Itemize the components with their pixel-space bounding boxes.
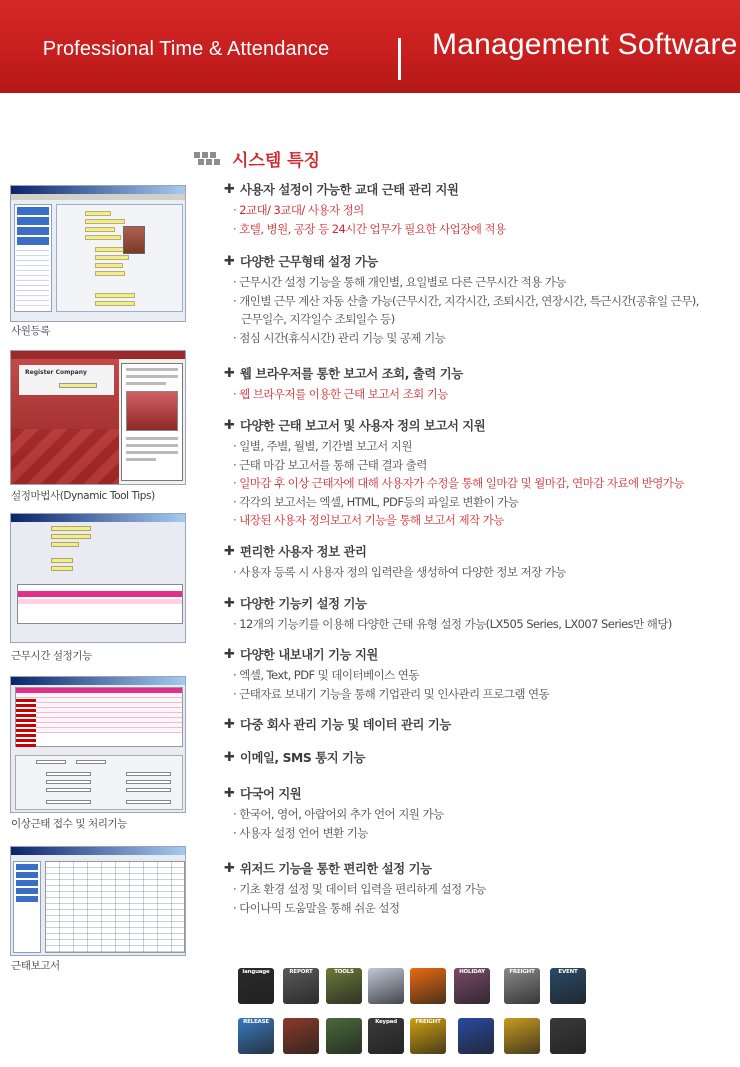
- product-subtitle: Professional Time & Attendance: [42, 38, 330, 60]
- holiday-icon: HOLIDAY: [454, 968, 490, 1004]
- feature-item: [224, 180, 724, 238]
- feature-title: 위저드 기능을 통한 편리한 설정 기능: [240, 862, 432, 876]
- feature-detail: · 엑셀, Text, PDF 및 데이터베이스 연동: [233, 668, 419, 682]
- feature-item: [224, 594, 724, 634]
- feature-item: [224, 645, 724, 703]
- feature-item: [224, 748, 724, 766]
- header-banner: [0, 0, 740, 93]
- keypad-icon: Keypad: [368, 1018, 404, 1054]
- release-icon: RELEASE: [238, 1018, 274, 1054]
- employee-photo: [123, 226, 145, 254]
- feature-detail: · 사용자 설정 언어 변환 기능: [233, 825, 368, 840]
- work-hours-screenshot: [10, 513, 186, 643]
- feature-title: 웹 브라우저를 통한 보고서 조회, 출력 기능: [240, 367, 463, 381]
- screenshot-caption: 근태보고서: [11, 960, 60, 972]
- plus-icon: ✚: [224, 181, 235, 197]
- feature-title: 이메일, SMS 통지 기능: [240, 751, 366, 765]
- feature-detail: · 한국어, 영어, 아랍어외 추가 언어 지원 가능: [233, 807, 444, 821]
- freight-icon: FREIGHT: [504, 968, 540, 1004]
- feature-item: [224, 364, 724, 404]
- feature-detail: · 근태 마감 보고서를 통해 근태 결과 출력: [233, 457, 427, 472]
- language-icon: language: [238, 968, 274, 1004]
- feature-item: [224, 859, 724, 917]
- plus-icon: ✚: [224, 253, 235, 269]
- feature-detail: · 사용자 등록 시 사용자 정의 입력란을 생성하여 다양한 정보 저장 가능: [233, 565, 566, 579]
- report-icon: REPORT: [283, 968, 319, 1004]
- section-title: 시스템 특징: [232, 151, 321, 171]
- feature-detail: · 호텔, 병원, 공장 등 24시간 업무가 필요한 사업장에 적용: [233, 221, 506, 236]
- employee-registration-screenshot: [10, 185, 186, 322]
- wizard-icon: [410, 968, 446, 1004]
- feature-item: [224, 715, 724, 733]
- plus-icon: ✚: [224, 595, 235, 611]
- attendance-report-screenshot: [10, 846, 186, 956]
- help-search-icon: [368, 968, 404, 1004]
- dynamic-tool-tip: [121, 363, 183, 481]
- feature-item: [224, 416, 724, 530]
- plus-icon: ✚: [224, 417, 235, 433]
- screenshot-caption: 설정마법사(Dynamic Tool Tips): [11, 490, 155, 502]
- screenshot-caption: 사원등록: [11, 325, 50, 337]
- feature-title: 다국어 지원: [240, 787, 302, 801]
- plus-icon: ✚: [224, 749, 235, 765]
- feature-detail: · 근태자료 보내기 기능을 통해 기업관리 및 인사관리 프로그램 연동: [233, 686, 550, 701]
- feature-detail: · 12개의 기능키를 이용해 다양한 근태 유형 설정 가능(LX505 Series, LX007 Series만 해당): [233, 617, 672, 631]
- plus-icon: ✚: [224, 860, 235, 876]
- feature-icon-grid: [238, 968, 598, 1058]
- user-settings-icon: [458, 1018, 494, 1054]
- feature-detail: · 일마감 후 이상 근태자에 대해 사용자가 수정을 통해 일마감 및 월마감, 연마감 자료에 반영가능: [233, 476, 684, 491]
- plus-icon: ✚: [224, 785, 235, 801]
- abnormal-attendance-screenshot: [10, 676, 186, 813]
- setup-wizard-screenshot: [10, 350, 186, 485]
- feature-title: 다양한 기능키 설정 기능: [240, 597, 367, 611]
- stopwatch-icon: [550, 1018, 586, 1054]
- feature-detail: 근무일수, 지각일수 조퇴일수 등): [241, 312, 395, 327]
- feature-detail: · 2교대/ 3교대/ 사용자 정의: [233, 203, 364, 217]
- report-grid: [45, 861, 185, 953]
- header-divider: [398, 38, 401, 80]
- plus-icon: ✚: [224, 365, 235, 381]
- feature-item: [224, 252, 724, 347]
- section-heading: [194, 146, 320, 171]
- feature-title: 다양한 근무형태 설정 가능: [240, 255, 378, 269]
- feature-item: [224, 542, 724, 582]
- screenshot-caption: 이상근태 접수 및 처리기능: [11, 818, 127, 830]
- feature-detail: · 웹 브라우저를 이용한 근태 보고서 조회 기능: [233, 387, 448, 401]
- clock-settings-icon: [504, 1018, 540, 1054]
- freight-lock-icon: FREIGHT: [410, 1018, 446, 1054]
- product-title: Management Software: [432, 28, 738, 61]
- feature-detail: · 내장된 사용자 정의보고서 기능을 통해 보고서 제작 가능: [233, 513, 504, 528]
- tools-icon: TOOLS: [326, 968, 362, 1004]
- wizard-heading: Register Company: [25, 369, 87, 376]
- checker-bullet-icon: [194, 151, 222, 167]
- feature-detail: · 근무시간 설정 기능을 통해 개인별, 요일별로 다른 근무시간 적용 가능: [233, 275, 566, 289]
- plus-icon: ✚: [224, 646, 235, 662]
- screenshot-caption: 근무시간 설정기능: [11, 650, 92, 662]
- database-icon: [326, 1018, 362, 1054]
- feature-detail: · 개인별 근무 계산 자동 산출 가능(근무시간, 지각시간, 조퇴시간, 연장시간, 특근시간(공휴일 근무),: [233, 293, 699, 308]
- feature-detail: · 각각의 보고서는 엑셀, HTML, PDF등의 파일로 변환이 가능: [233, 494, 519, 509]
- feature-title: 다양한 근태 보고서 및 사용자 정의 보고서 지원: [240, 419, 486, 433]
- feature-detail: · 점심 시간(휴식시간) 관리 기능 및 공제 기능: [233, 330, 446, 345]
- image-icon: [283, 1018, 319, 1054]
- feature-detail: · 기초 환경 설정 및 데이터 입력을 편리하게 설정 가능: [233, 882, 486, 896]
- feature-title: 편리한 사용자 정보 관리: [240, 545, 367, 559]
- feature-title: 다양한 내보내기 기능 지원: [240, 648, 378, 662]
- plus-icon: ✚: [224, 716, 235, 732]
- feature-detail: · 다이나믹 도움말을 통해 쉬운 설정: [233, 900, 400, 915]
- event-icon: EVENT: [550, 968, 586, 1004]
- plus-icon: ✚: [224, 543, 235, 559]
- feature-item: [224, 784, 724, 842]
- feature-title: 다중 회사 관리 기능 및 데이터 관리 기능: [240, 718, 451, 732]
- feature-title: 사용자 설정이 가능한 교대 근태 관리 지원: [240, 183, 459, 197]
- feature-detail: · 일별, 주별, 월별, 기간별 보고서 지원: [233, 439, 412, 453]
